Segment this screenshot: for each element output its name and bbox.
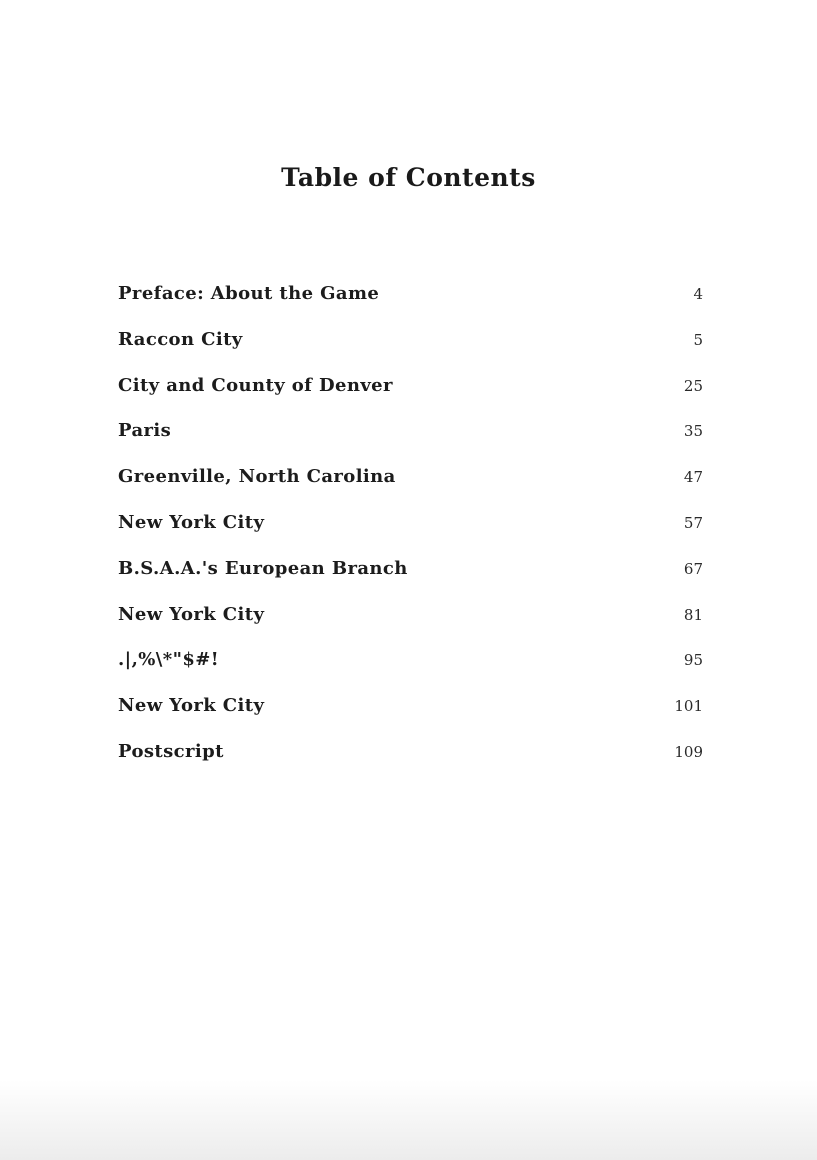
toc-entry-new-york-city-2[interactable] xyxy=(118,604,703,650)
toc-entry-new-york-city-1[interactable] xyxy=(118,512,703,558)
toc-entry-page-number: 5 xyxy=(693,330,703,349)
toc-entry-page-number: 57 xyxy=(683,513,703,532)
toc-entry-page-number: 25 xyxy=(683,376,703,395)
toc-entry-greenville[interactable] xyxy=(118,466,703,512)
toc-entry-label: City and County of Denver xyxy=(118,374,393,396)
toc-entry-label: B.S.A.A.'s European Branch xyxy=(118,557,408,579)
page-bottom-shadow xyxy=(0,1080,817,1160)
toc-entry-garbled[interactable] xyxy=(118,649,703,695)
toc-entry-page-number: 35 xyxy=(683,422,703,441)
toc-list xyxy=(118,283,703,787)
toc-entry-label: Raccon City xyxy=(118,328,243,350)
toc-entry-label: Postscript xyxy=(118,740,224,762)
toc-entry-preface[interactable] xyxy=(118,283,703,329)
toc-entry-label: New York City xyxy=(118,695,265,717)
toc-entry-page-number: 81 xyxy=(683,605,703,624)
toc-entry-new-york-city-3[interactable] xyxy=(118,695,703,741)
page-title: Table of Contents xyxy=(281,163,536,192)
toc-entry-page-number: 67 xyxy=(683,559,703,578)
toc-entry-denver[interactable] xyxy=(118,375,703,421)
toc-entry-label: Greenville, North Carolina xyxy=(118,466,396,488)
toc-entry-page-number: 101 xyxy=(674,697,703,716)
toc-entry-page-number: 109 xyxy=(674,742,703,761)
toc-entry-page-number: 47 xyxy=(683,468,703,487)
toc-entry-paris[interactable] xyxy=(118,420,703,466)
toc-entry-label: New York City xyxy=(118,603,265,625)
toc-entry-postscript[interactable] xyxy=(118,741,703,787)
toc-entry-label: Preface: About the Game xyxy=(118,283,380,304)
toc-entry-label: New York City xyxy=(118,511,265,533)
toc-entry-raccon-city[interactable] xyxy=(118,329,703,375)
toc-entry-page-number: 4 xyxy=(693,285,703,303)
toc-entry-bsaa-european-branch[interactable] xyxy=(118,558,703,604)
toc-entry-page-number: 95 xyxy=(683,651,703,670)
toc-entry-label: Paris xyxy=(118,420,172,442)
toc-entry-label: .|,%\*"$#! xyxy=(118,649,220,671)
